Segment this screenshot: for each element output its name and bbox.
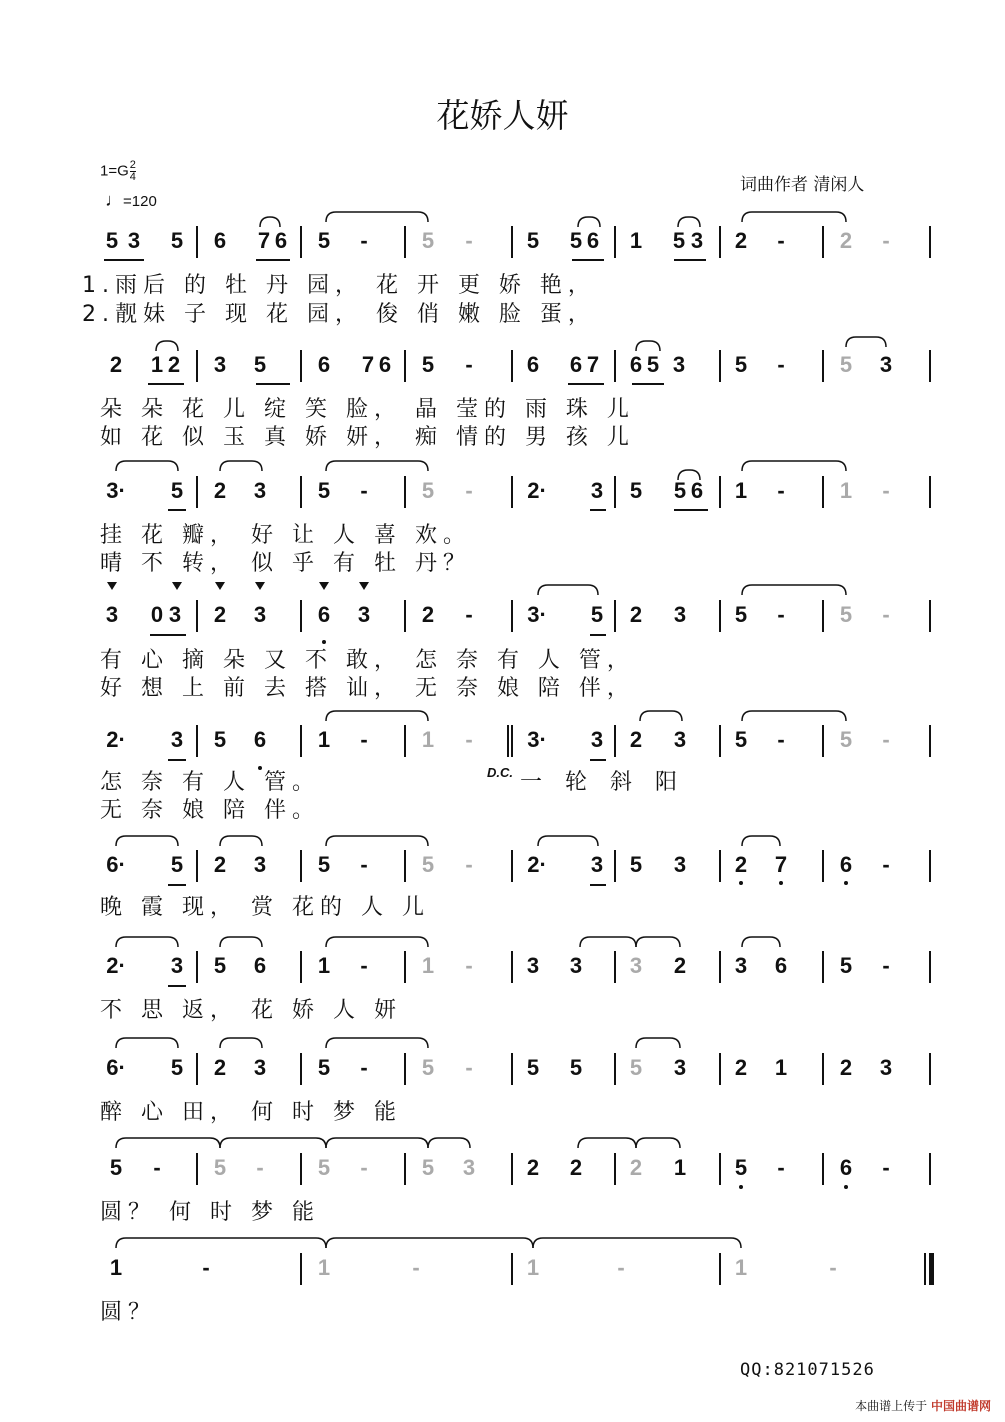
slur (220, 461, 262, 471)
note-token: 3 (462, 1155, 476, 1180)
note-token: 2 (839, 1055, 853, 1080)
note-token: 5 (569, 1055, 583, 1080)
slur (260, 217, 280, 227)
slur (742, 711, 846, 721)
qq-contact: QQ:821071526 (740, 1360, 875, 1380)
note-token: 5 (317, 1155, 331, 1180)
tempo-value: =120 (123, 193, 157, 210)
note-token: 2 (421, 602, 435, 627)
slur (428, 1138, 470, 1148)
note-token: 2 (569, 1155, 583, 1180)
slur (220, 937, 262, 947)
note-token: 5 (421, 478, 435, 503)
slur (116, 461, 178, 471)
note-token: 2· (527, 852, 547, 877)
note-token: 3 (590, 852, 604, 877)
author-credit: 词曲作者 清闲人 (740, 175, 865, 195)
note-token: 6 (378, 352, 392, 377)
note-token: 2· (106, 953, 126, 978)
note-token: - (777, 1155, 785, 1180)
song-title: 花娇人妍 (436, 96, 569, 135)
note-token: 3 (253, 1055, 267, 1080)
note-token: 2 (734, 228, 748, 253)
note-token: 3 (690, 228, 704, 253)
slur (742, 836, 780, 846)
note-token: 0 (150, 602, 164, 627)
slur (326, 711, 428, 721)
note-token: - (360, 852, 368, 877)
lyric-line: 好 想 上 前 去 搭 讪， 无 奈 娘 陪 伴， (100, 676, 635, 701)
note-token: 2 (213, 1055, 227, 1080)
note-token: 5 (569, 228, 583, 253)
note-token: 5 (421, 852, 435, 877)
note-token: 5 (317, 228, 331, 253)
note-token: - (360, 1055, 368, 1080)
note-token: 3 (168, 602, 182, 627)
slur (538, 585, 598, 595)
note-token: 7 (257, 228, 271, 253)
note-token: - (882, 953, 890, 978)
note-token: 5 (672, 228, 686, 253)
note-token: - (882, 478, 890, 503)
note-token: 6 (839, 852, 853, 877)
lyric-line: 1.雨后 的 牡 丹 园， 花 开 更 娇 艳， (82, 273, 596, 298)
slur (326, 212, 428, 222)
slur (678, 217, 700, 227)
note-token: 7 (586, 352, 600, 377)
note-token: 2 (629, 727, 643, 752)
note-token: 5 (526, 1055, 540, 1080)
note-token: 1 (421, 953, 435, 978)
note-token: 3 (629, 953, 643, 978)
slur (636, 341, 660, 351)
note-token: 2 (629, 602, 643, 627)
note-token: 3 (879, 1055, 893, 1080)
note-token: 1 (629, 228, 643, 253)
note-token: 2 (213, 852, 227, 877)
note-token: 3 (253, 602, 267, 627)
octave-dot (739, 881, 743, 885)
note-token: 5 (213, 953, 227, 978)
note-token: 2 (734, 852, 748, 877)
note-token: 3 (590, 727, 604, 752)
note-token: - (465, 478, 473, 503)
note-token: 5 (590, 602, 604, 627)
note-token: - (777, 727, 785, 752)
site-logo: 中国曲谱网 (930, 1399, 991, 1413)
slur (116, 1238, 326, 1248)
note-token: 3 (253, 478, 267, 503)
note-token: 5 (213, 1155, 227, 1180)
note-token: - (465, 352, 473, 377)
note-token: 6 (629, 352, 643, 377)
note-token: 6 (586, 228, 600, 253)
note-token: 3 (526, 953, 540, 978)
note-token: 1 (673, 1155, 687, 1180)
note-token: 6 (213, 228, 227, 253)
note-token: 3 (734, 953, 748, 978)
note-token: - (882, 228, 890, 253)
lyric-line: 一 轮 斜 阳 (520, 770, 685, 795)
note-token: 5 (734, 1155, 748, 1180)
note-token: - (465, 852, 473, 877)
lyric-line: 醉 心 田， 何 时 梦 能 (100, 1100, 402, 1125)
note-token: - (617, 1255, 625, 1280)
note-token: 5 (213, 727, 227, 752)
note-token: 5 (421, 352, 435, 377)
slur (538, 836, 598, 846)
note-token: 1 (317, 1255, 331, 1280)
slur (326, 1038, 428, 1048)
note-token: - (360, 953, 368, 978)
slur (846, 337, 886, 347)
slur (636, 1138, 680, 1148)
note-token: 3· (106, 478, 126, 503)
note-token: 3 (170, 727, 184, 752)
note-token: 2 (526, 1155, 540, 1180)
note-token: 1 (317, 953, 331, 978)
note-token: 3 (105, 602, 119, 627)
note-token: 5 (317, 852, 331, 877)
note-token: 3 (673, 602, 687, 627)
note-token: - (777, 352, 785, 377)
note-token: 3· (527, 602, 547, 627)
slur (636, 937, 680, 947)
note-token: 5 (526, 228, 540, 253)
note-token: 3 (253, 852, 267, 877)
dc-marking: D.C. (487, 765, 513, 780)
note-token: 5 (109, 1155, 123, 1180)
accent-mark (359, 582, 369, 590)
note-token: - (465, 228, 473, 253)
slur (580, 937, 636, 947)
note-token: 5 (629, 478, 643, 503)
note-token: 5 (421, 1055, 435, 1080)
note-token: - (882, 852, 890, 877)
note-token: 5 (170, 1055, 184, 1080)
footer (855, 1397, 991, 1414)
note-token: 3 (673, 727, 687, 752)
slur (326, 1238, 533, 1248)
note-token: 6 (317, 602, 331, 627)
note-token: 5 (421, 228, 435, 253)
note-token: - (882, 1155, 890, 1180)
slur (156, 341, 178, 351)
note-token: 2 (213, 602, 227, 627)
note-token: 1 (734, 1255, 748, 1280)
note-token: 1 (150, 352, 164, 377)
octave-dot (739, 1185, 743, 1189)
slur (220, 836, 262, 846)
slur (640, 711, 682, 721)
note-token: 5 (105, 228, 119, 253)
footer-text: 本曲谱上传于 (855, 1399, 928, 1413)
quarter-note-icon: ♩ (105, 190, 123, 210)
note-token: 2 (629, 1155, 643, 1180)
note-token: 5 (734, 727, 748, 752)
accent-mark (172, 582, 182, 590)
slur (220, 1138, 326, 1148)
note-token: 3 (170, 953, 184, 978)
note-token: 1 (774, 1055, 788, 1080)
note-token: 1 (839, 478, 853, 503)
note-token: 5 (317, 478, 331, 503)
note-token: 6 (274, 228, 288, 253)
note-token: 2 (167, 352, 181, 377)
note-token: 2· (527, 478, 547, 503)
note-token: 6 (317, 352, 331, 377)
note-token: 5 (734, 352, 748, 377)
note-token: - (882, 727, 890, 752)
note-token: 3 (569, 953, 583, 978)
note-token: 1 (317, 727, 331, 752)
note-token: - (465, 953, 473, 978)
note-token: 1 (109, 1255, 123, 1280)
note-token: 5 (629, 852, 643, 877)
note-token: 3· (527, 727, 547, 752)
note-token: - (465, 1055, 473, 1080)
note-token: - (882, 602, 890, 627)
note-token: - (153, 1155, 161, 1180)
slur (636, 1038, 680, 1048)
note-token: - (256, 1155, 264, 1180)
slur (533, 1238, 741, 1248)
time-sig-bottom: 4 (129, 171, 136, 183)
lyric-line: 无 奈 娘 陪 伴。 (100, 798, 320, 823)
slur (326, 1138, 428, 1148)
accent-mark (319, 582, 329, 590)
note-token: 5 (839, 727, 853, 752)
note-token: 3 (357, 602, 371, 627)
slur (742, 212, 846, 222)
accent-mark (255, 582, 265, 590)
note-token: 6 (253, 953, 267, 978)
slur (578, 217, 600, 227)
note-token: 3 (672, 352, 686, 377)
note-token: 5 (839, 352, 853, 377)
note-token: - (360, 478, 368, 503)
accent-mark (107, 582, 117, 590)
note-token: 6 (690, 478, 704, 503)
note-token: - (360, 727, 368, 752)
note-token: 1 (734, 478, 748, 503)
key-label: 1=G (100, 162, 129, 180)
note-token: 5 (646, 352, 660, 377)
slur (116, 836, 178, 846)
note-token: 5 (253, 352, 267, 377)
lyric-line: 挂 花 瓣， 好 让 人 喜 欢。 (100, 523, 471, 548)
note-token: - (465, 602, 473, 627)
octave-dot (258, 766, 262, 770)
note-token: 6· (106, 852, 126, 877)
note-token: 5 (421, 1155, 435, 1180)
lyric-line: 圆？ (100, 1300, 157, 1325)
note-token: - (412, 1255, 420, 1280)
lyric-line: 朵 朵 花 儿 绽 笑 脸， 晶 莹的 雨 珠 儿 (100, 397, 635, 422)
note-token: 6 (774, 953, 788, 978)
slur (220, 1038, 262, 1048)
lyric-line: 晴 不 转， 似 乎 有 牡 丹？ (100, 551, 471, 576)
note-token: - (777, 602, 785, 627)
note-token: 6 (569, 352, 583, 377)
slur (326, 836, 428, 846)
note-token: 3 (127, 228, 141, 253)
note-token: 6 (526, 352, 540, 377)
slur (326, 937, 428, 947)
note-token: 5 (839, 602, 853, 627)
note-token: - (360, 1155, 368, 1180)
note-token: 3 (673, 852, 687, 877)
slur (742, 937, 780, 947)
octave-dot (779, 881, 783, 885)
note-token: 5 (839, 953, 853, 978)
slur (742, 585, 846, 595)
slur (116, 937, 178, 947)
octave-dot (322, 640, 326, 644)
note-token: - (465, 727, 473, 752)
note-token: 2 (213, 478, 227, 503)
lyric-line: 有 心 摘 朵 又 不 敢， 怎 奈 有 人 管， (100, 648, 635, 673)
note-token: 5 (317, 1055, 331, 1080)
note-token: 1 (526, 1255, 540, 1280)
note-token: 1 (421, 727, 435, 752)
note-token: 3 (590, 478, 604, 503)
note-token: 6· (106, 1055, 126, 1080)
note-token: 7 (361, 352, 375, 377)
note-token: 2 (839, 228, 853, 253)
note-token: 5 (170, 852, 184, 877)
note-token: 2· (106, 727, 126, 752)
accent-mark (215, 582, 225, 590)
note-token: 5 (734, 602, 748, 627)
note-token: 5 (629, 1055, 643, 1080)
lyric-line: 怎 奈 有 人 管。 (100, 770, 320, 795)
slur (116, 1138, 220, 1148)
slur (578, 1138, 636, 1148)
note-token: - (777, 228, 785, 253)
lyric-line: 晚 霞 现， 赏 花的 人 儿 (100, 895, 430, 920)
octave-dot (844, 1185, 848, 1189)
note-token: 3 (879, 352, 893, 377)
lyric-line: 圆？ 何 时 梦 能 (100, 1200, 320, 1225)
note-token: 3 (213, 352, 227, 377)
slur (678, 470, 700, 480)
slur (326, 461, 428, 471)
note-token: - (829, 1255, 837, 1280)
note-token: 2 (734, 1055, 748, 1080)
time-sig-top: 2 (129, 159, 136, 171)
note-token: 7 (774, 852, 788, 877)
lyric-line: 如 花 似 玉 真 娇 妍， 痴 情的 男 孩 儿 (100, 425, 635, 450)
note-token: - (777, 478, 785, 503)
note-token: 3 (673, 1055, 687, 1080)
slur (742, 461, 846, 471)
note-token: 2 (109, 352, 123, 377)
slur (116, 1038, 178, 1048)
note-token: 5 (673, 478, 687, 503)
note-token: 5 (170, 478, 184, 503)
note-token: 5 (170, 228, 184, 253)
note-token: - (360, 228, 368, 253)
note-token: 6 (253, 727, 267, 752)
note-token: 6 (839, 1155, 853, 1180)
lyric-line: 不 思 返， 花 娇 人 妍 (100, 998, 402, 1023)
lyric-line: 2.靓妹 子 现 花 园， 俊 俏 嫩 脸 蛋， (82, 302, 596, 327)
note-token: 2 (673, 953, 687, 978)
octave-dot (844, 881, 848, 885)
note-token: - (202, 1255, 210, 1280)
